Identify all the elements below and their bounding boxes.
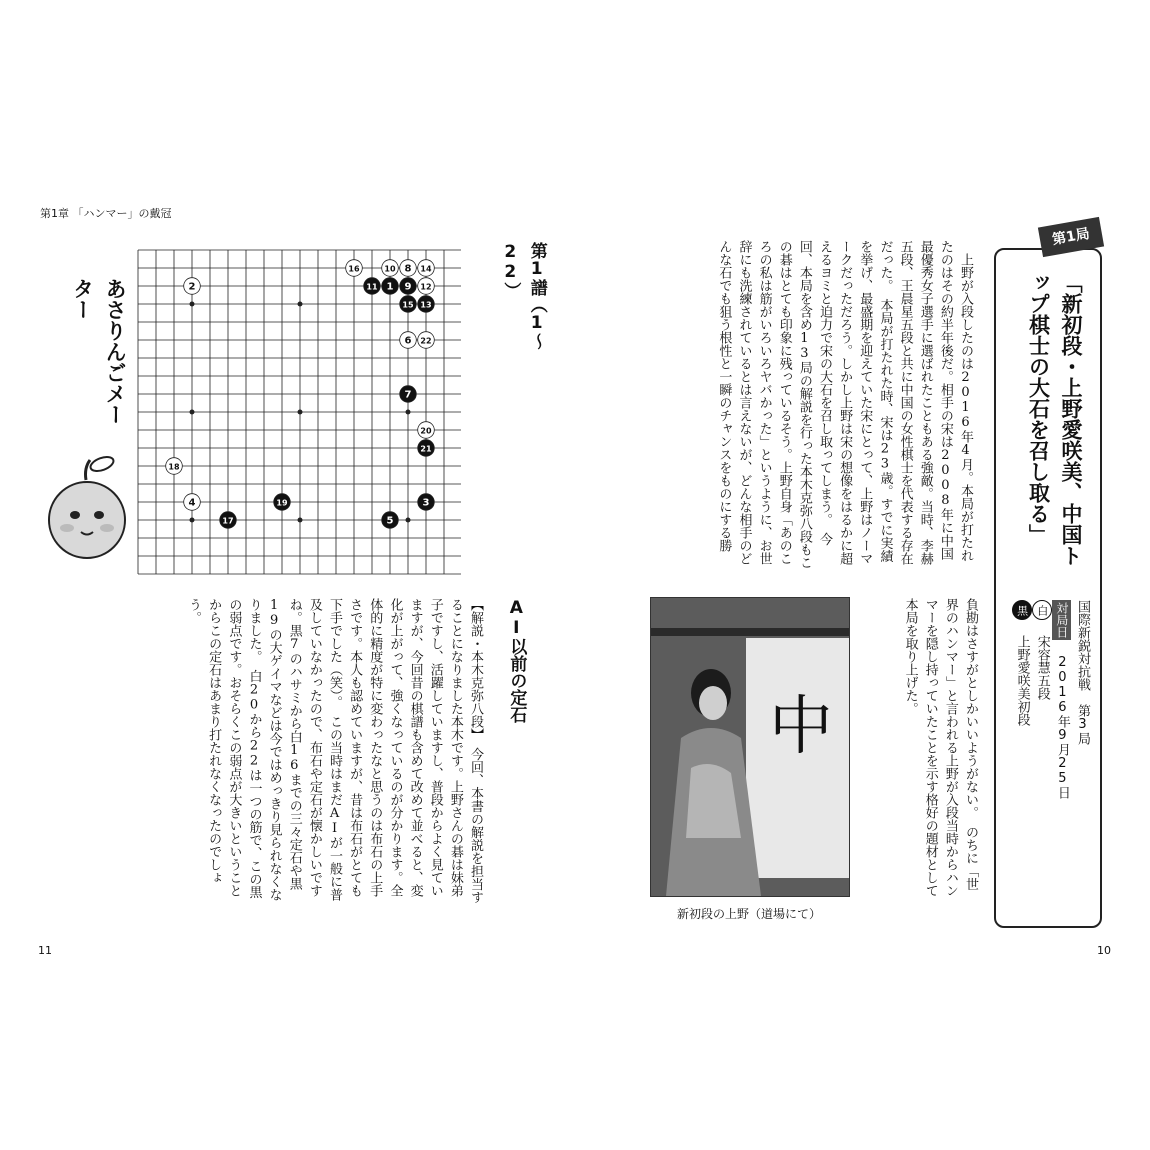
article-body-top: 上野が入段したのは2016年4月。本局が打たれたのはその約半年後だ。相手の宋は2008年に中国最優秀女子選手に選ばれたこともある強敵。当時、李赫五段、王晨星五段と共に中国の女性棋士を代表する存在だった。 本局が打たれた時、宋は23歳。すでに実績を挙げ、最盛期を迎えていた宋にとって、上野はノーマークだっただろう。しかし上野は宋の想像をはるかに超えるヨミと迫力で宋の大石を召し取ってしまう。 今回、本局を含め13局の解説を行った本木克弥八段もこの碁はとても印象に残っているそう。上野自身「あのころの私は筋がいろいろヤバかった」というように、お世辞にも洗練されているとは言えないが、どんな相手のどんな石でも狙う根性と一瞬のチャンスをものにする勝 [716, 240, 973, 569]
stone-number: 21 [420, 444, 432, 454]
star-point [190, 518, 195, 523]
white-player: 宋容慧五段 [1034, 635, 1050, 700]
stone-number: 22 [420, 336, 432, 346]
star-point [298, 302, 303, 307]
stone-number: 3 [422, 497, 430, 509]
running-head: 第1章 「ハンマー」の戴冠 [40, 207, 172, 220]
stone-number: 18 [168, 462, 180, 472]
star-point [298, 518, 303, 523]
section-heading: AI以前の定石 [506, 598, 527, 723]
white-stone-icon: 白 [1032, 600, 1052, 620]
stone-number: 8 [404, 263, 412, 275]
game-title: 「新初段・上野愛咲美、中国トップ棋士の大石を召し取る」 [1026, 272, 1084, 566]
stone-number: 19 [276, 498, 288, 508]
stone-number: 11 [366, 282, 378, 292]
calligraphy-text: 中 [769, 690, 833, 764]
date-label: 対局日 [1052, 600, 1071, 640]
stone-number: 10 [384, 264, 396, 274]
stone-number: 5 [386, 515, 394, 527]
star-point [298, 410, 303, 415]
stone-number: 2 [188, 281, 196, 293]
stone-number: 15 [402, 300, 414, 310]
stone-number: 16 [348, 264, 360, 274]
star-point [190, 302, 195, 307]
game-info [1000, 600, 1092, 900]
stone-number: 14 [420, 264, 432, 274]
stone-number: 7 [404, 389, 412, 401]
game-date: 2016年9月25日 [1054, 655, 1070, 799]
black-stone-icon: 黒 [1012, 600, 1032, 620]
event-name: 国際新鋭対抗戦 第3局 [1075, 600, 1090, 745]
star-point [406, 410, 411, 415]
stone-number: 13 [420, 300, 432, 310]
stone-number: 9 [404, 281, 412, 293]
page-number-right: 10 [1097, 944, 1111, 957]
diagram-title: 第1譜（1〜22） [500, 242, 547, 350]
apple-mascot-icon [40, 440, 135, 565]
stone-number: 12 [420, 282, 432, 292]
article-body-bottom: 負勘はさすがとしかいいようがない。 のちに「世界のハンマー」と言われる上野が入段当時からハンマーを隠し持っていたことを示す格好の題材として本局を取り上げた。 [902, 598, 978, 897]
commentary-text: 【解説・本木克弥八段】 今回、本書の解説を担当することになりました本木です。上野さんの碁は妹弟子ですし、活躍していますし、普段からよく見ていますが、今回昔の棋譜も含めて改めて並べると、変化が上がって、強くなっているのが分かります。全体的に精度が特に変わったなと思うのは布石の上手さです。本人も認めていますが、昔は布石がとても下手でした（笑）。 この当時はまだAIが一般に普及していなかったので、布石や定石が懐かしいですね。黒7のハサミから白16までの三々定石や黒19の大ゲイマなどは今ではめっきり見られなくなりました。 白20から22は一つの筋で、この黒の弱点です。おそらくこの弱点が大きいということからこの定石はあまり打たれなくなったのでしょう。 [186, 598, 483, 904]
page-number-left: 11 [38, 944, 52, 957]
star-point [190, 410, 195, 415]
mascot-label: あさりんごメーター [70, 278, 128, 425]
game-number-tag: 第1局 [1038, 217, 1104, 257]
stone-number: 1 [386, 281, 394, 293]
photo-caption: 新初段の上野（道場にて） [676, 907, 821, 921]
photo-ueno [650, 597, 850, 897]
stone-number: 20 [420, 426, 432, 436]
black-player: 上野愛咲美初段 [1014, 635, 1030, 726]
photo-illustration [651, 598, 849, 896]
star-point [406, 518, 411, 523]
stone-number: 17 [222, 516, 234, 526]
stone-number: 4 [188, 497, 196, 509]
go-board-diagram [136, 245, 461, 575]
stone-number: 6 [404, 335, 412, 347]
